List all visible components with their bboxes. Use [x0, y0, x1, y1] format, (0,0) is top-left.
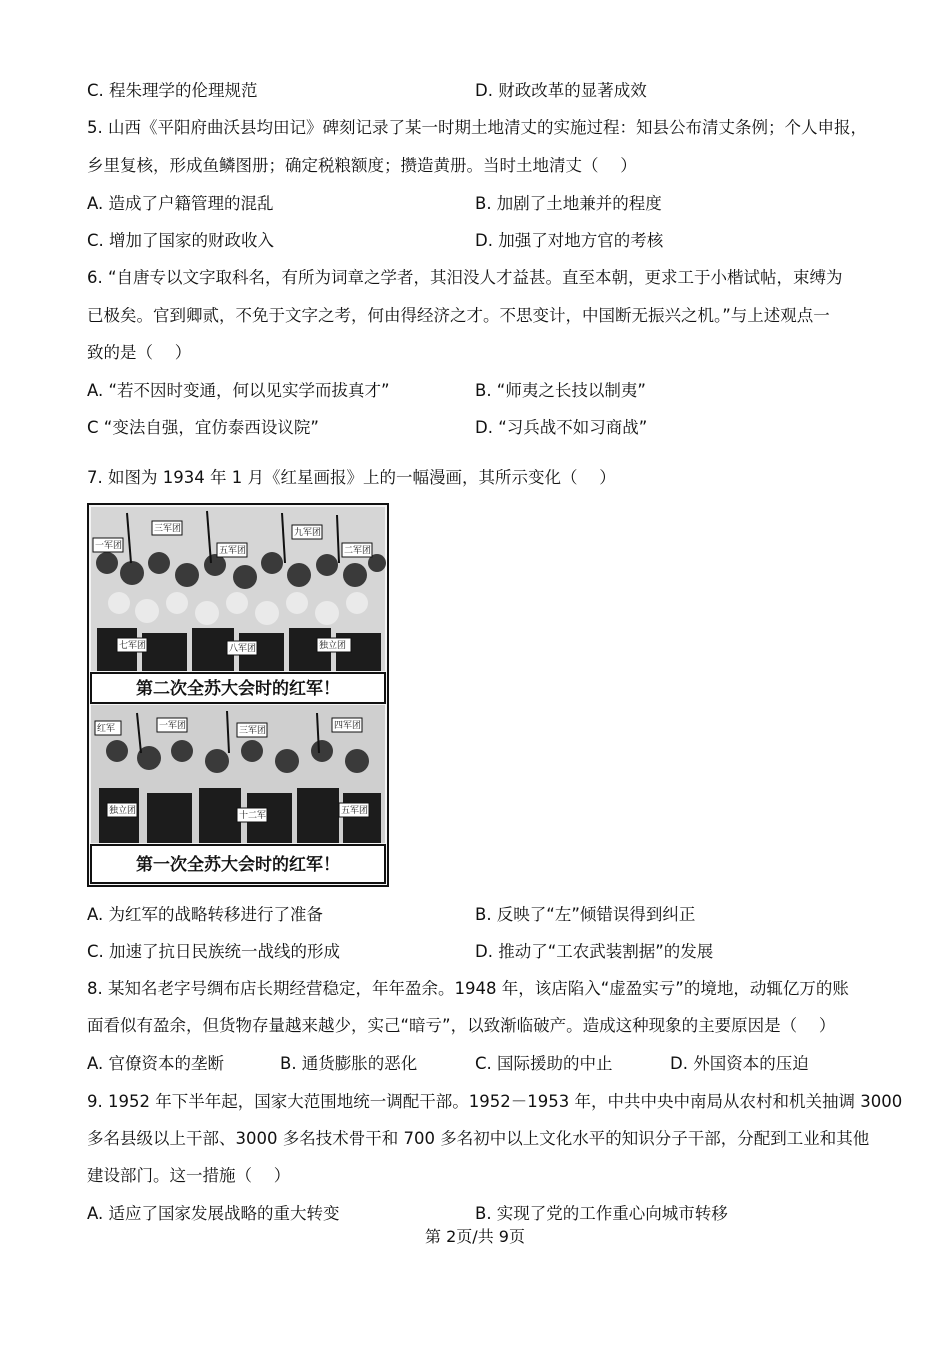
q9-option-a: A. 适应了国家发展战略的重大转变	[87, 1204, 340, 1223]
q9-option-b: B. 实现了党的工作重心向城市转移	[475, 1204, 728, 1223]
q7-option-c: C. 加速了抗日民族统一战线的形成	[87, 942, 341, 961]
q5-stem-line-2: 乡里复核，形成鱼鳞图册；确定税粮额度；攒造黄册。当时土地清丈（ ）	[87, 156, 637, 175]
upper-sign-6: 七军团	[119, 641, 147, 651]
lower-sign-6: 十二军	[239, 811, 267, 821]
q4-option-c: C. 程朱理学的伦理规范	[87, 81, 258, 100]
page-footer: 第 2页/共 9页	[425, 1227, 525, 1246]
q8-stem-line-2: 面看似有盈余，但货物存量越来越少，实己“暗亏”，以致渐临破产。造成这种现象的主要原因是（ ）	[87, 1016, 836, 1035]
q7-option-d: D. 推动了“工农武装割据”的发展	[475, 942, 714, 961]
q5-option-c: C. 增加了国家的财政收入	[87, 231, 275, 250]
lower-sign-4: 四军团	[334, 721, 362, 731]
q6-option-b: B. “师夷之长技以制夷”	[475, 381, 646, 400]
q5-option-a: A. 造成了户籍管理的混乱	[87, 194, 274, 213]
q6-option-c: C “变法自强，宜仿泰西设议院”	[87, 418, 319, 437]
q6-option-a: A. “若不因时变通，何以见实学而拔真才”	[87, 381, 390, 400]
q8-option-c: C. 国际援助的中止	[475, 1054, 613, 1073]
q8-option-a: A. 官僚资本的垄断	[87, 1054, 224, 1073]
q9-stem-line-3: 建设部门。这一措施（ ）	[87, 1166, 291, 1185]
q7-stem: 7. 如图为 1934 年 1 月《红星画报》上的一幅漫画，其所示变化（ ）	[87, 468, 616, 487]
lower-panel-crowd	[91, 705, 385, 843]
upper-sign-3: 五军团	[219, 546, 247, 556]
q6-stem-line-3: 致的是（ ）	[87, 343, 192, 362]
q8-option-d: D. 外国资本的压迫	[670, 1054, 809, 1073]
q4-option-d: D. 财政改革的显著成效	[475, 81, 647, 100]
q6-stem-line-2: 已极矣。官到卿贰，不免于文字之考，何由得经济之才。不思变计，中国断无振兴之机。”与上述观点一	[87, 306, 830, 325]
q5-option-d: D. 加强了对地方官的考核	[475, 231, 664, 250]
upper-sign-7: 八军团	[229, 644, 257, 654]
q5-stem-line-1: 5. 山西《平阳府曲沃县均田记》碑刻记录了某一时期土地清丈的实施过程：知县公布清丈条例；个人申报，	[87, 118, 867, 137]
lower-sign-5: 独立团	[109, 806, 137, 816]
lower-sign-7: 五军团	[341, 806, 369, 816]
red-army-cartoon-image	[87, 503, 389, 887]
q5-option-b: B. 加剧了土地兼并的程度	[475, 194, 662, 213]
q9-stem-line-1: 9. 1952 年下半年起，国家大范围地统一调配干部。1952－1953 年，中共中央中南局从农村和机关抽调 3000	[87, 1092, 903, 1111]
lower-sign-3: 三军团	[239, 726, 267, 736]
upper-sign-8: 独立团	[319, 641, 347, 651]
q8-option-b: B. 通货膨胀的恶化	[280, 1054, 418, 1073]
q7-option-a: A. 为红军的战略转移进行了准备	[87, 905, 323, 924]
lower-sign-1: 红军	[97, 724, 116, 734]
upper-sign-5: 二军团	[344, 546, 372, 556]
q9-stem-line-2: 多名县级以上干部、3000 多名技术骨干和 700 多名初中以上文化水平的知识分子干部，分配到工业和其他	[87, 1129, 870, 1148]
upper-sign-2: 三军团	[154, 524, 182, 534]
cartoon-top-caption: 第二次全苏大会时的红军！	[136, 679, 340, 699]
upper-panel-crowd	[91, 507, 386, 671]
upper-sign-1: 一军团	[95, 541, 123, 551]
upper-sign-4: 九军团	[294, 528, 322, 538]
q8-stem-line-1: 8. 某知名老字号绸布店长期经营稳定，年年盈余。1948 年，该店陷入“虚盈实亏”的境地，动辄亿万的账	[87, 979, 849, 998]
lower-sign-2: 一军团	[159, 721, 187, 731]
cartoon-bottom-caption: 第一次全苏大会时的红军！	[136, 855, 340, 875]
q6-stem-line-1: 6. “自唐专以文字取科名，有所为词章之学者，其汨没人才益甚。直至本朝，更求工于小楷试帖，束缚为	[87, 268, 843, 287]
q7-option-b: B. 反映了“左”倾错误得到纠正	[475, 905, 696, 924]
q6-option-d: D. “习兵战不如习商战”	[475, 418, 648, 437]
